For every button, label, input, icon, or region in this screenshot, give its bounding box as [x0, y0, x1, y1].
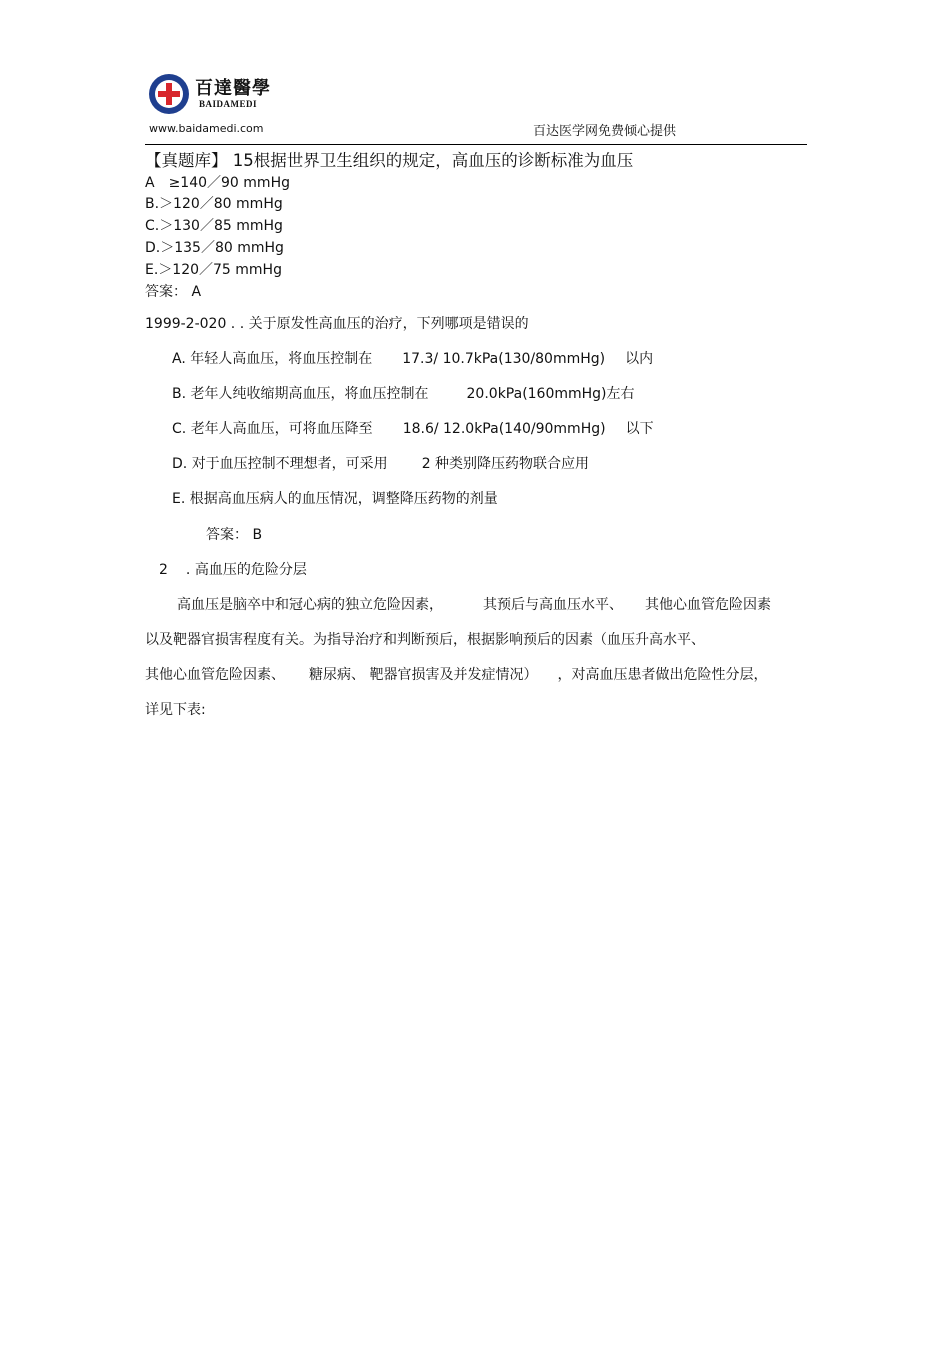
- q2-option-e: [172, 488, 498, 508]
- q1-option-a: A ≥140／90 mmHg: [145, 175, 290, 191]
- line-segment: ，对高血压患者做出危险性分层，: [557, 667, 768, 683]
- option-text: 年轻人高血压，将血压控制在: [190, 351, 373, 367]
- question-1-title: 【真题库】 15根据世界卫生组织的规定，高血压的诊断标准为血压: [145, 151, 634, 170]
- line-segment: 其他心血管危险因素: [645, 597, 771, 613]
- provider-text: 百达医学网免费倾心提供: [533, 124, 677, 139]
- line-segment: 高血压是脑卒中和冠心病的独立危险因素，: [177, 597, 443, 613]
- option-letter: E.: [172, 491, 186, 507]
- question-2-title: 1999-2-020 . . 关于原发性高血压的治疗，下列哪项是错误的: [145, 316, 529, 332]
- q1-option-b: B.＞120／80 mmHg: [145, 196, 283, 212]
- q2-option-b: [172, 383, 635, 403]
- logo-text-chinese: 百達醫學: [195, 78, 271, 99]
- line-segment: 糖尿病、 靶器官损害及并发症情况）: [309, 667, 538, 683]
- option-suffix: 以下: [625, 421, 654, 437]
- option-letter: D.: [172, 456, 188, 472]
- option-letter: C.: [172, 421, 187, 437]
- option-text: 老年人纯收缩期高血压，将血压控制在: [190, 386, 429, 402]
- line-segment: 其预后与高血压水平、: [483, 597, 623, 613]
- option-letter: B.: [172, 386, 187, 402]
- option-value: 20.0kPa(160mmHg)左右: [466, 386, 635, 402]
- q2-option-c: [172, 418, 654, 438]
- option-text: 对于血压控制不理想者，可采用: [191, 456, 388, 472]
- option-text: 根据高血压病人的血压情况，调整降压药物的剂量: [189, 491, 498, 507]
- site-logo: [147, 72, 277, 118]
- q1-option-d: D.＞135／80 mmHg: [145, 240, 284, 256]
- q2-option-d: [172, 453, 589, 473]
- logo-text-english: BAIDAMEDI: [199, 99, 258, 109]
- section-title: . 高血压的危险分层: [185, 562, 307, 578]
- q2-option-a: [172, 348, 653, 368]
- line-segment: 其他心血管危险因素、: [145, 667, 285, 683]
- q1-option-e: E.＞120／75 mmHg: [145, 262, 282, 278]
- paragraph-line-1: [177, 594, 771, 614]
- option-value: 17.3/ 10.7kPa(130/80mmHg): [402, 351, 606, 367]
- paragraph-line-3: [145, 664, 767, 684]
- paragraph-line-4: 详见下表:: [145, 702, 206, 718]
- option-value: 2 种类别降压药物联合应用: [421, 456, 590, 472]
- q2-answer: 答案： B: [206, 527, 263, 543]
- section-number: 2: [159, 562, 168, 578]
- option-value: 18.6/ 12.0kPa(140/90mmHg): [402, 421, 606, 437]
- option-letter: A.: [172, 351, 186, 367]
- option-suffix: 以内: [625, 351, 654, 367]
- q1-answer: 答案： A: [145, 284, 202, 300]
- q1-option-c: C.＞130／85 mmHg: [145, 218, 283, 234]
- red-cross-logo-icon: [147, 72, 191, 116]
- paragraph-line-2: 以及靶器官损害程度有关。为指导治疗和判断预后，根据影响预后的因素（血压升高水平、: [145, 632, 705, 648]
- header-divider: [145, 144, 807, 145]
- section-heading: [159, 559, 307, 579]
- site-url: www.baidamedi.com: [149, 122, 264, 135]
- option-text: 老年人高血压，可将血压降至: [190, 421, 373, 437]
